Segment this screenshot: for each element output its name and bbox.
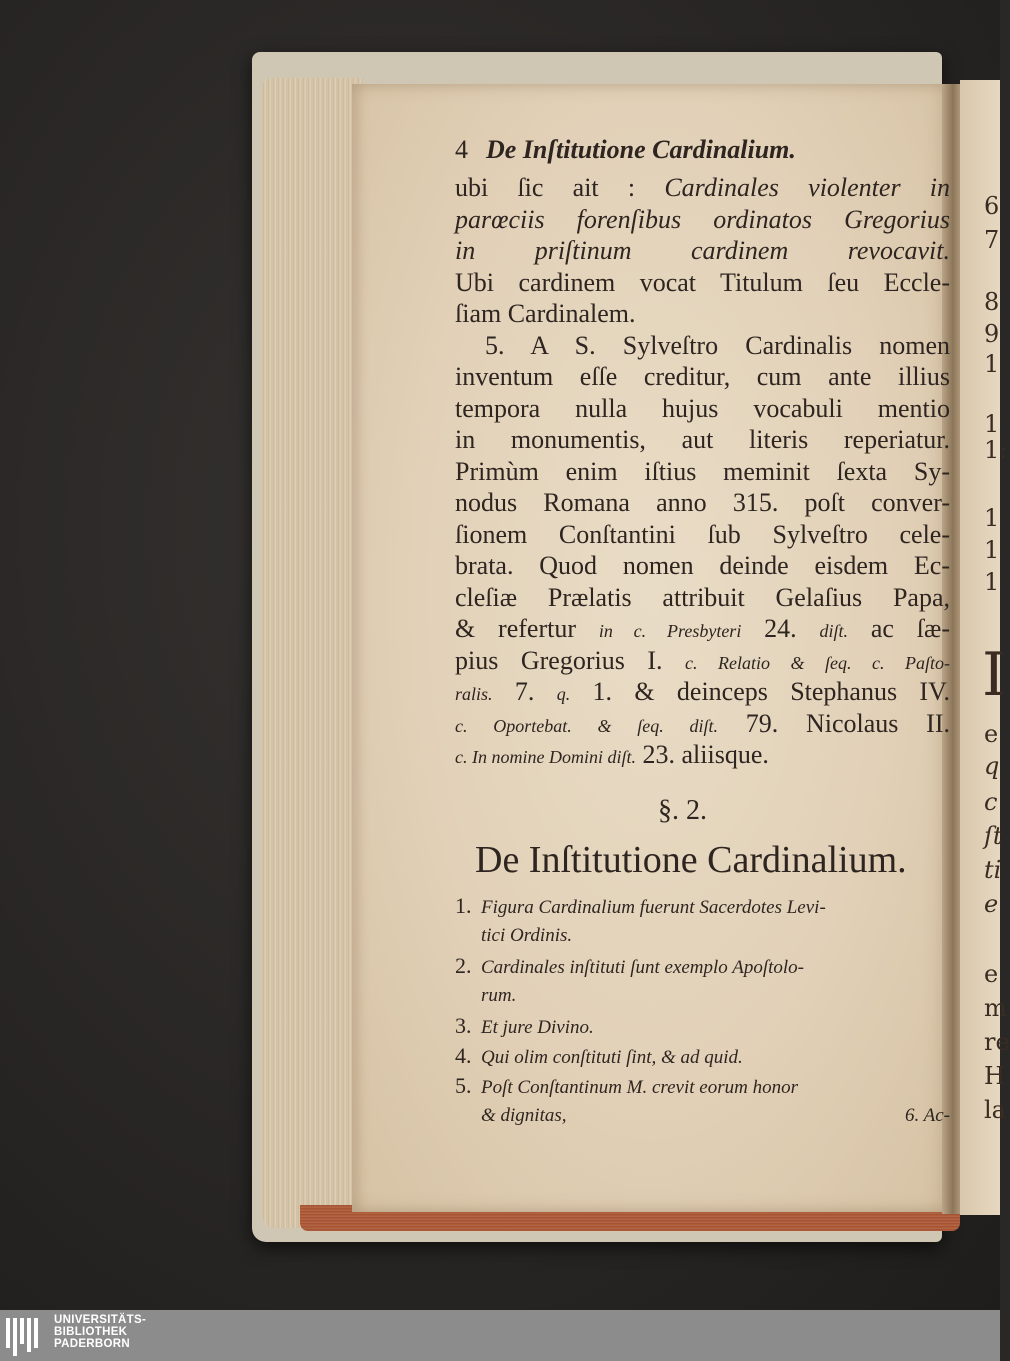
citation-span: c. Relatio & ſeq. c. Paſto-	[685, 652, 950, 673]
facing-page-word: c	[984, 788, 998, 816]
facing-page-word: e	[984, 720, 999, 748]
text-span: & refertur	[455, 614, 599, 643]
facing-page-word: la	[984, 1096, 1006, 1124]
text-span: ſiam Cardinalem.	[455, 299, 636, 328]
contents-item	[455, 891, 950, 921]
page-number: 4	[455, 135, 468, 164]
item-number: 2.	[455, 952, 472, 978]
facing-page-number: 8	[984, 288, 1000, 316]
facing-page-number: 1	[984, 504, 1000, 532]
facing-page-word: H	[984, 1062, 1005, 1090]
text-span: nodus Romana anno 315. poſt conver-	[455, 488, 950, 517]
text-line	[455, 172, 950, 204]
paragraph-5-start	[455, 330, 950, 362]
text-span: brata. Quod nomen deinde eisdem Ec-	[455, 551, 950, 580]
text-line	[455, 487, 950, 519]
facing-page-word: q	[984, 752, 1000, 780]
facing-page-initial: I	[982, 640, 1006, 710]
contents-item	[455, 1071, 950, 1101]
facing-page-word: e	[984, 890, 999, 918]
library-name-line: BIBLIOTHEK	[54, 1326, 128, 1338]
text-line	[455, 424, 950, 456]
text-line	[455, 550, 950, 582]
text-line	[455, 676, 950, 708]
contents-item-continuation	[455, 1101, 950, 1131]
facing-page-word: m	[984, 994, 1007, 1022]
text-span: in monumentis, aut literis reperiatur.	[455, 425, 950, 454]
library-footer	[0, 1310, 1000, 1361]
facing-page-number: 1	[984, 410, 1000, 438]
text-span: cleſiæ Prælatis attribuit Gelaſius Papa,	[455, 582, 950, 612]
text-span: 1. & deinceps Stephanus IV.	[570, 677, 951, 706]
text-line	[455, 708, 950, 740]
item-text: Et jure Divino.	[481, 1016, 594, 1038]
citation-span: ralis.	[455, 684, 493, 704]
item-text: Qui olim conſtituti ſint, & ad quid.	[481, 1046, 743, 1068]
citation-span: q.	[556, 684, 571, 704]
text-span: ſionem Conſtantini ſub Sylveſtro cele-	[455, 519, 950, 549]
facing-page-number: 7	[984, 226, 1000, 254]
section-contents	[455, 891, 950, 1131]
facing-page-number: 1:	[984, 436, 1008, 464]
facing-page-number: 1	[984, 568, 1000, 596]
text-span: 5. A S. Sylveſtro Cardinalis nomen	[485, 330, 950, 360]
section-title: De Inſtitutione Cardinalium.	[475, 838, 907, 881]
library-name-line: UNIVERSITÄTS-	[54, 1314, 147, 1326]
page-edges	[262, 78, 362, 1228]
item-number: 4.	[455, 1042, 472, 1068]
item-text: Figura Cardinalium fuerunt Sacerdotes Levi-	[481, 896, 826, 918]
text-span: tempora nulla hujus vocabuli mentio	[455, 393, 950, 423]
item-text: Poſt Conſtantinum M. crevit eorum honor	[481, 1076, 798, 1098]
text-line	[455, 739, 950, 771]
contents-item	[455, 1011, 950, 1041]
library-name	[54, 1314, 146, 1350]
text-line	[455, 361, 950, 393]
facing-page-word: ſt	[984, 822, 1003, 850]
text-line	[455, 456, 950, 488]
item-text: & dignitas,	[481, 1104, 567, 1126]
text-span: inventum eſſe creditur, cum ante illius	[455, 362, 950, 391]
citation-span: c. Oportebat. & ſeq. diſt.	[455, 715, 718, 736]
italic-span: Cardinales violenter in	[664, 173, 951, 202]
italic-span: in priſtinum cardinem revocavit.	[455, 236, 950, 265]
section-mark: §. 2.	[658, 794, 707, 826]
contents-item-continuation: tici Ordinis.	[481, 924, 573, 946]
facing-page-word: ti	[984, 856, 1002, 884]
text-line	[455, 613, 950, 645]
italic-span: parœciis forenſibus ordinatos Gregorius	[455, 204, 950, 234]
text-line	[455, 235, 950, 267]
text-line	[455, 204, 950, 236]
text-span: 23. aliisque.	[635, 740, 769, 769]
item-number: 3.	[455, 1012, 472, 1038]
facing-page-word: e	[984, 960, 999, 988]
facing-page-word: re	[984, 1028, 1010, 1056]
facing-page-fragment	[960, 80, 1010, 1215]
facing-page-number: 6	[984, 192, 1000, 220]
text-span: 79. Nicolaus II.	[718, 708, 950, 738]
item-number: 1.	[455, 892, 472, 918]
text-span: pius Gregorius I.	[455, 645, 685, 675]
text-span: 24.	[741, 614, 820, 643]
library-logo-icon	[6, 1318, 46, 1356]
text-line	[455, 393, 950, 425]
running-title: De Inſtitutione Cardinalium.	[486, 135, 796, 164]
item-text: Cardinales inſtituti ſunt exemplo Apoſtolo-	[481, 956, 804, 978]
citation-span: c. In nomine Domini diſt.	[455, 747, 636, 767]
catchword: 6. Ac-	[904, 1104, 950, 1126]
citation-span: in c. Presbyteri	[598, 621, 742, 641]
library-name-line: PADERBORN	[54, 1338, 130, 1350]
text-line	[455, 267, 950, 299]
text-span: ubi ſic ait :	[455, 173, 665, 202]
text-span: 7.	[492, 677, 557, 706]
text-line	[455, 298, 950, 330]
text-line	[455, 645, 950, 677]
text-line	[455, 582, 950, 614]
contents-item-continuation: rum.	[481, 984, 517, 1006]
page-text-block	[455, 128, 950, 1131]
facing-page-number: 1	[984, 350, 1000, 378]
text-span: ac ſæ-	[848, 614, 950, 643]
running-header	[455, 128, 950, 172]
text-span: Ubi cardinem vocat Titulum ſeu Eccle-	[455, 267, 950, 297]
citation-span: diſt.	[819, 621, 849, 641]
body-text	[455, 172, 950, 771]
contents-item	[455, 951, 950, 981]
contents-item	[455, 1041, 950, 1071]
text-span: Primùm enim iſtius meminit ſexta Sy-	[455, 456, 950, 486]
facing-page-number: 1	[984, 536, 1000, 564]
item-number: 5.	[455, 1072, 472, 1098]
facing-page-number: 9	[984, 320, 1000, 348]
text-line	[455, 519, 950, 551]
